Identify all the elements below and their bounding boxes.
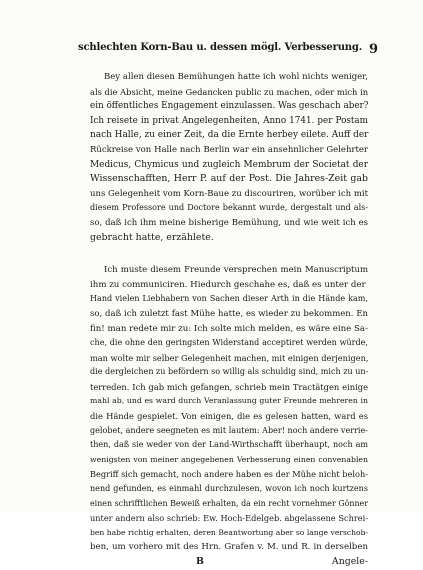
page-footer [90, 555, 368, 570]
text-line: so, daß ich ihm meine bisherige Bemühung, und wie weit ich es [90, 217, 368, 228]
text-line: wenigsten von meiner angegebenen Verbesserung einen convenablen [90, 454, 368, 464]
text-line: gelobet, andere seegneten es mit lautem: Aber! noch andere verrie- [90, 425, 368, 435]
paragraph-gap [90, 245, 368, 263]
text-line: Ich muste diesem Freunde versprechen mein Manuscriptum [104, 265, 368, 276]
page-number: 9 [368, 42, 378, 57]
text-line: unter andern also schrieb: Ew. Hoch-Edelgeb. abgelassene Schrei- [90, 513, 368, 524]
text-line: Wissenschafften, Herr P. auf der Post. Die Jahres-Zeit gab [90, 173, 368, 185]
text-line: gebracht hatte, erzählete. [90, 231, 214, 243]
text-line: nach Halle, zu einer Zeit, da die Ernte herbey eilete. Auff der [90, 130, 369, 141]
paragraph-1 [90, 70, 368, 245]
text-line: Ich reisete in privat Angelegenheiten, Anno 1741. per Postam [90, 115, 368, 126]
text-line: einen schrifftlichen Beweiß erhalten, da ein recht vornehmer Gönner [90, 498, 368, 508]
text-line: terreden. Ich gab mich gefangen, schrieb mein Tractätgen einige [90, 381, 368, 392]
text-line: die Hände gespielet. Von einigen, die es gelesen hatten, ward es [90, 411, 368, 422]
text-line: die dergleichen zu befördern so willig als schuldig sind, mich zu un- [90, 367, 369, 377]
text-line: so, daß ich zuletzt fast Mühe hatte, es wieder zu bekommen. En [90, 308, 368, 319]
text-line: diesem Professore und Doctore bekannt wurde, dergestalt und als- [90, 203, 368, 213]
text-line: Rückreise von Halle nach Berlin war ein ansehnlicher Gelehrter [90, 144, 368, 155]
text-line: Hand vielen Liebhabern von Sachen dieser Arth in die Hände kam, [90, 294, 368, 304]
text-line: man wolte mir selber Gelegenheit machen, mit einigen derjenigen, [90, 352, 369, 363]
text-line: nend gefunden, es einmahl durchzulesen, wovon ich noch kurtzens [90, 484, 368, 494]
text-line: ihm zu communiciren. Hiedurch geschahe es, daß es unter der [90, 279, 366, 290]
page-header [78, 42, 378, 58]
text-line: che, die ohne den geringsten Widerstand acceptiret werden würde, [90, 338, 368, 348]
text-line: then, daß sie weder von der Land-Wirthschafft überhaupt, noch am [90, 440, 368, 450]
paragraph-2 [90, 263, 368, 555]
text-line: als die Absicht, meine Gedancken public zu machen, oder mich in [90, 86, 369, 97]
text-line: Medicus, Chymicus und zugleich Membrum der Societat der [90, 159, 368, 170]
text-line: fin! man redete mir zu: Ich solte mich melden, es wäre eine Sa- [90, 323, 368, 334]
running-head: schlechten Korn-Bau u. dessen mögl. Verbesserung. [78, 42, 363, 53]
text-line: ben habe richtig erhalten, deren Beantwortung aber so lange verschob- [90, 527, 368, 537]
text-line: ben, um vorhero mit des Hrn. Grafen v. M. und R. in derselben [90, 542, 368, 553]
catchword: Angele- [331, 556, 368, 567]
text-line: ein öffentliches Engagement einzulassen. Was geschach aber? [90, 101, 369, 112]
text-line: Bey allen diesen Bemühungen hatte ich wohl nichts weniger, [104, 72, 368, 82]
body-text [90, 70, 368, 570]
signature-mark: B [196, 556, 204, 567]
text-line: Begriff sich gemacht, noch andere haben es der Mühe nicht beloh- [90, 469, 368, 480]
text-line: mahl ab, und es ward durch Veranlassung guter Freunde mehreren in [90, 396, 368, 406]
text-line: uns Gelegenheit vom Korn-Baue zu discouriren, worüber ich mit [90, 188, 369, 199]
